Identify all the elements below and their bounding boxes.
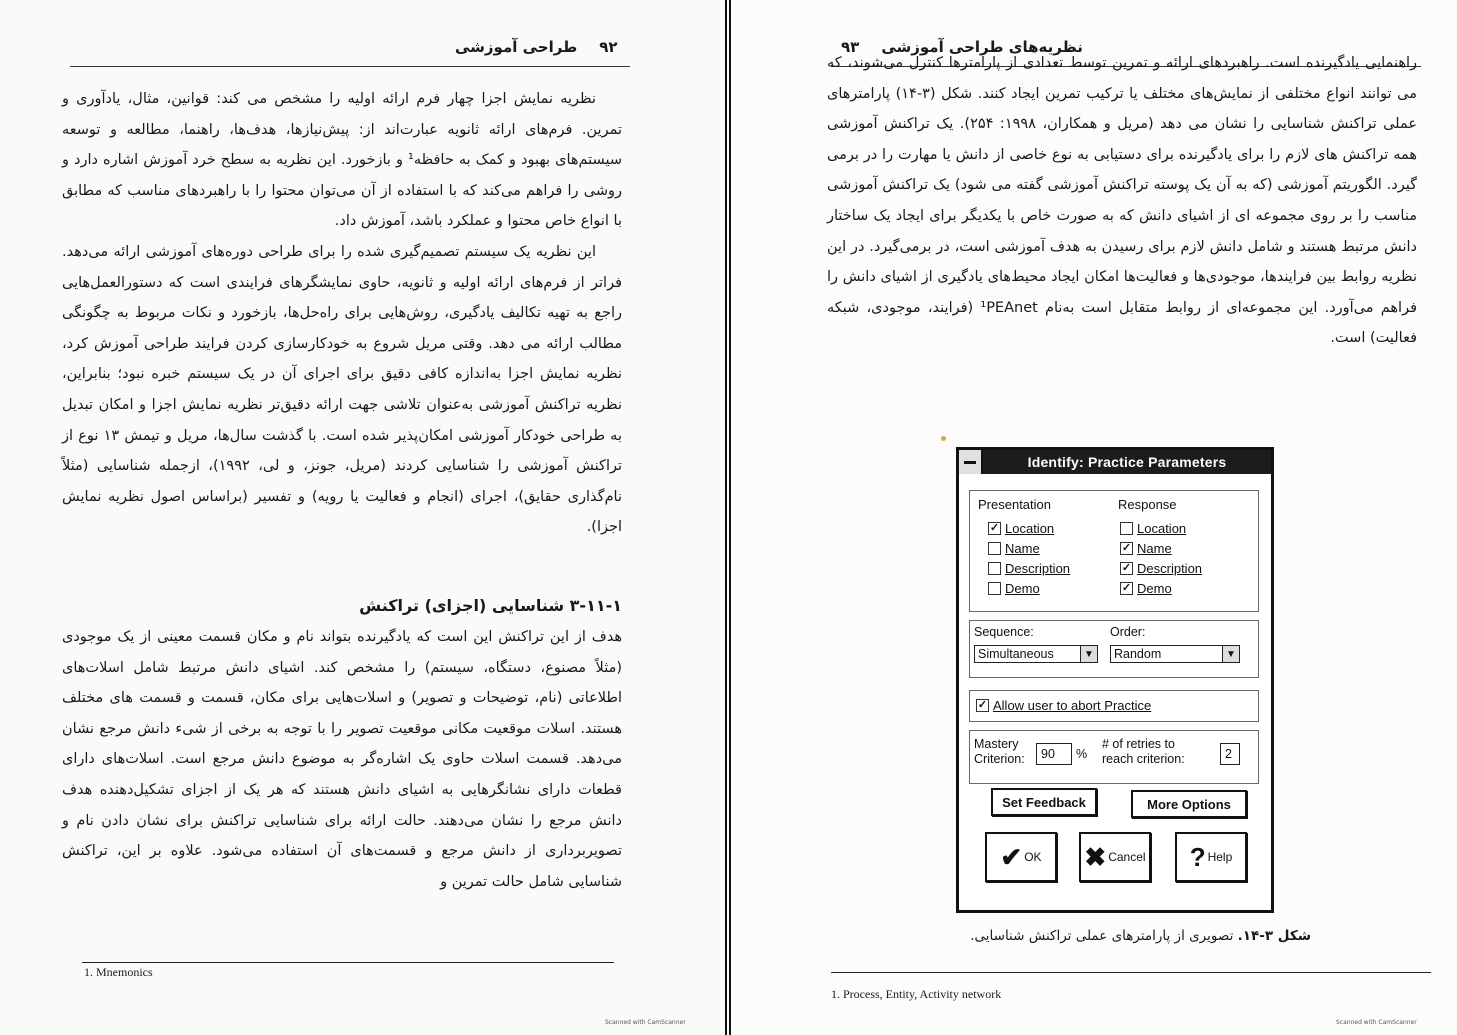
order-select[interactable]	[1110, 645, 1240, 663]
response-location-checkbox[interactable]	[1120, 521, 1186, 536]
footnote-rule	[831, 972, 1431, 973]
cross-icon: ✖	[1084, 842, 1107, 872]
checkbox-label: Description	[1137, 561, 1203, 576]
scanner-watermark: Scanned with CamScanner	[1336, 1019, 1417, 1026]
checkmark-icon: ✔	[1000, 842, 1023, 872]
mastery-label-line: Mastery	[974, 737, 1019, 751]
mastery-value: 90	[1041, 747, 1055, 761]
checkbox-box: ✓	[1121, 562, 1132, 574]
section-body	[62, 622, 622, 897]
checkbox-box: ✓	[1121, 542, 1132, 554]
presentation-demo-checkbox[interactable]	[988, 581, 1040, 596]
response-name-checkbox[interactable]	[1120, 541, 1172, 556]
dialog-title: Identify: Practice Parameters	[1027, 454, 1227, 470]
allow-abort-group	[969, 690, 1259, 722]
order-label: Order:	[1110, 625, 1146, 639]
checkbox-label: Location	[1005, 521, 1055, 536]
retries-label-line: reach criterion:	[1102, 752, 1185, 766]
running-title: نظریه‌های طراحی آموزشی	[881, 38, 1083, 56]
checkbox-label: Description	[1005, 561, 1071, 576]
help-label: Help	[1207, 850, 1233, 864]
footnote: 1. Process, Entity, Activity network	[831, 987, 1002, 1001]
body-text-block	[827, 48, 1417, 354]
cancel-button[interactable]	[1079, 832, 1151, 882]
section-heading: ۳-۱۱-۱ شناسایی (اجزای) تراکنش	[359, 596, 622, 615]
order-value: Random	[1114, 647, 1162, 661]
sequence-order-group	[969, 620, 1259, 678]
retries-label-line: # of retries to	[1102, 737, 1175, 751]
left-page-header	[455, 38, 618, 56]
system-menu-icon[interactable]	[959, 450, 983, 474]
checkbox-box	[1120, 522, 1133, 535]
mastery-label-line: Criterion:	[974, 752, 1025, 766]
help-button[interactable]	[1175, 832, 1247, 882]
ok-label: OK	[1024, 850, 1042, 864]
mastery-group	[969, 730, 1259, 784]
left-page	[0, 0, 727, 1035]
sequence-value: Simultaneous	[978, 647, 1054, 661]
presentation-location-checkbox[interactable]	[988, 521, 1054, 536]
footnote-rule	[82, 962, 614, 963]
retries-value: 2	[1225, 747, 1232, 761]
footnote: 1. Mnemonics	[84, 965, 153, 979]
response-heading: Response	[1118, 497, 1177, 512]
checkbox-label: Name	[1005, 541, 1040, 556]
sequence-label: Sequence:	[974, 625, 1034, 639]
checkbox-box: ✓	[977, 699, 988, 711]
set-feedback-button[interactable]: Set Feedback	[991, 788, 1097, 816]
retries-input[interactable]	[1220, 743, 1240, 765]
figure-caption	[931, 928, 1311, 944]
presentation-response-group	[969, 490, 1259, 612]
checkbox-label: Location	[1137, 521, 1187, 536]
checkbox-label: Demo	[1137, 581, 1172, 596]
page-number: ۹۲	[599, 38, 618, 56]
right-page	[729, 0, 1457, 1035]
scanner-watermark: Scanned with CamScanner	[605, 1019, 686, 1026]
page-number: ۹۳	[841, 38, 860, 56]
percent-sign: %	[1076, 747, 1088, 761]
response-demo-checkbox[interactable]	[1120, 581, 1172, 596]
checkbox-box: ✓	[989, 522, 1000, 534]
mastery-label	[974, 737, 1025, 767]
presentation-description-checkbox[interactable]	[988, 561, 1070, 576]
paragraph: این نظریه یک سیستم تصمیم‌گیری شده را برای طراحی دوره‌های آموزشی ارائه می‌دهد. فراتر از فرم‌های ارائه اولیه و ثانویه، حاوی نمایشگرهای فرایندی است که دستورالعمل‌هایی راجع به تهیه تکالیف یادگیری، روش‌هایی برای راه‌حل‌ها، بازخورد و نکات مربوط به چگونگی مطالب ارائه می دهد. وقتی مریل شروع به خودکارسازی کردن فرایند طراحی آموزش کرد، نظریه نمایش اجزا به‌اندازه کافی دقیق برای اجرای آن در یک سیستم خبره نبود؛ بنابراین، نظریه تراکنش آموزشی به‌عنوان تلاشی جهت ارائه دقیق‌تر نظریه نمایش اجزا و امکان تبدیل به طراحی خودکار آموزشی امکان‌پذیر شده است. با گذشت سال‌ها، مریل و تیمش ۱۳ نوع از تراکنش آموزشی را شناسایی کردند (مریل، جونز، و لی، ۱۹۹۲)، ازجمله شناسایی (مثلاً نام‌گذاری حقایق)، اجرای (انجام و فعالیت یا رویه) و تفسیر (براساس اصول نظریه نمایش اجزا).	[62, 243, 623, 536]
checkbox-box	[988, 582, 1001, 595]
cancel-label: Cancel	[1108, 850, 1146, 864]
paragraph: راهنمایی یادگیرنده است. راهبردهای ارائه و تمرین توسط تعدادی از پارامترها کنترل می‌شوند، که می توانند انواع مختلفی از نمایش‌های مختلف یا ترکیب تمرین ایجاد کنند. شکل (۳-۱۴) پارامترهای عملی تراکنش شناسایی را نشان می دهد (مریل و همکاران، ۱۹۹۸: ۲۵۴). یک تراکنش آموزشی همه تراکنش های لازم را برای یادگیرنده برای دستیابی به نوع خاصی از دانش یا مهارت را در برمی گیرد. الگوریتم آموزشی (که به آن یک پوسته تراکنش آموزشی گفته می شود) یک تراکنش آموزشی مناسب را بر روی مجموعه ای از اشیای دانش که به صورت خاص با یکدیگر برای ایجاد یک ساختار دانش مرتبط هستند و شامل دانش لازم برای رسیدن به هدف آموزشی است، در برمی‌گیرد. در این نظریه روابط بین فرایندها، موجودی‌ها و فعالیت‌ها امکان ایجاد محیط‌های یادگیری از اشیای دانش را فراهم می‌آورد. این مجموعه‌ای از روابط متقابل است به‌نام ¹PEAnet (فرایند، موجودی، شبکه فعالیت) است.	[827, 55, 1417, 347]
practice-parameters-dialog	[956, 447, 1274, 913]
allow-abort-checkbox[interactable]	[976, 698, 1151, 713]
dropdown-arrow-icon[interactable]: ▼	[1222, 646, 1239, 662]
checkbox-box	[988, 562, 1001, 575]
checkbox-box: ✓	[1121, 582, 1132, 594]
more-options-button[interactable]: More Options	[1131, 790, 1247, 818]
running-title: طراحی آموزشی	[455, 38, 578, 56]
presentation-name-checkbox[interactable]	[988, 541, 1040, 556]
presentation-heading: Presentation	[978, 497, 1051, 512]
retries-label	[1102, 737, 1185, 767]
sequence-select[interactable]	[974, 645, 1098, 663]
body-text-block	[62, 84, 622, 543]
checkbox-label: Allow user to abort Practice	[993, 698, 1152, 713]
checkbox-label: Demo	[1005, 581, 1040, 596]
checkbox-label: Name	[1137, 541, 1172, 556]
dialog-titlebar	[959, 450, 1271, 474]
header-rule	[70, 66, 630, 67]
figure-number: شکل ۳-۱۴.	[1237, 928, 1311, 944]
mastery-input[interactable]	[1036, 743, 1072, 765]
dropdown-arrow-icon[interactable]: ▼	[1080, 646, 1097, 662]
checkbox-box	[988, 542, 1001, 555]
caption-text: تصویری از پارامترهای عملی تراکنش شناسایی.	[970, 928, 1234, 944]
print-speck	[941, 436, 946, 441]
ok-button[interactable]	[985, 832, 1057, 882]
paragraph: نظریه نمایش اجزا چهار فرم ارائه اولیه را مشخص می کند: قوانین، مثال، یادآوری و تمرین. فرم‌های ارائه ثانویه عبارت‌اند از: پیش‌نیازها، هدف‌ها، راهنما، مطالعه و توسعه سیستم‌های بهبود و کمک به حافظه¹ و بازخورد. این نظریه به سطح خرد آموزش اشاره دارد و روشی را فراهم می‌کند که با استفاده از آن می‌توان محتوا را با راهبردهای مناسب که مطابق با انواع خاص محتوا و عملکرد باشد، آموزش داد.	[62, 91, 622, 230]
response-description-checkbox[interactable]	[1120, 561, 1202, 576]
question-mark-icon: ?	[1189, 842, 1206, 872]
paragraph: هدف از این تراکنش این است که یادگیرنده بتواند نام و مکان قسمت معینی از یک موجودی (مثلاً مصنوع، دستگاه، سیستم) را مشخص کند. اشیای دانش مرتبط شامل اسلات‌های اطلاعاتی (نام، توضیحات و تصویر) و اسلات‌هایی برای مکان، قسمت و قسمت های مختلف هستند. اسلات موقعیت مکانی موقعیت تصویر را با توجه به برخی از شیء دانش مرجع نشان می‌دهد. قسمت اسلات حاوی یک اشاره‌گر به موضوع دانش مرجع است. اسلات‌های دارای قطعات دارای نشانگرهایی به اشیای دانش هستند که هر یک از اجزای تشکیل‌دهنده هدف دانش مرجع را نشان می‌دهند. حالت ارائه برای شناسایی تراکنش برای نشان دادن نام و تصویربرداری از دانش مرجع و قسمت‌های آن استفاده می‌شود. علاوه بر این، تراکنش شناسایی شامل حالت تمرین و	[62, 629, 622, 890]
